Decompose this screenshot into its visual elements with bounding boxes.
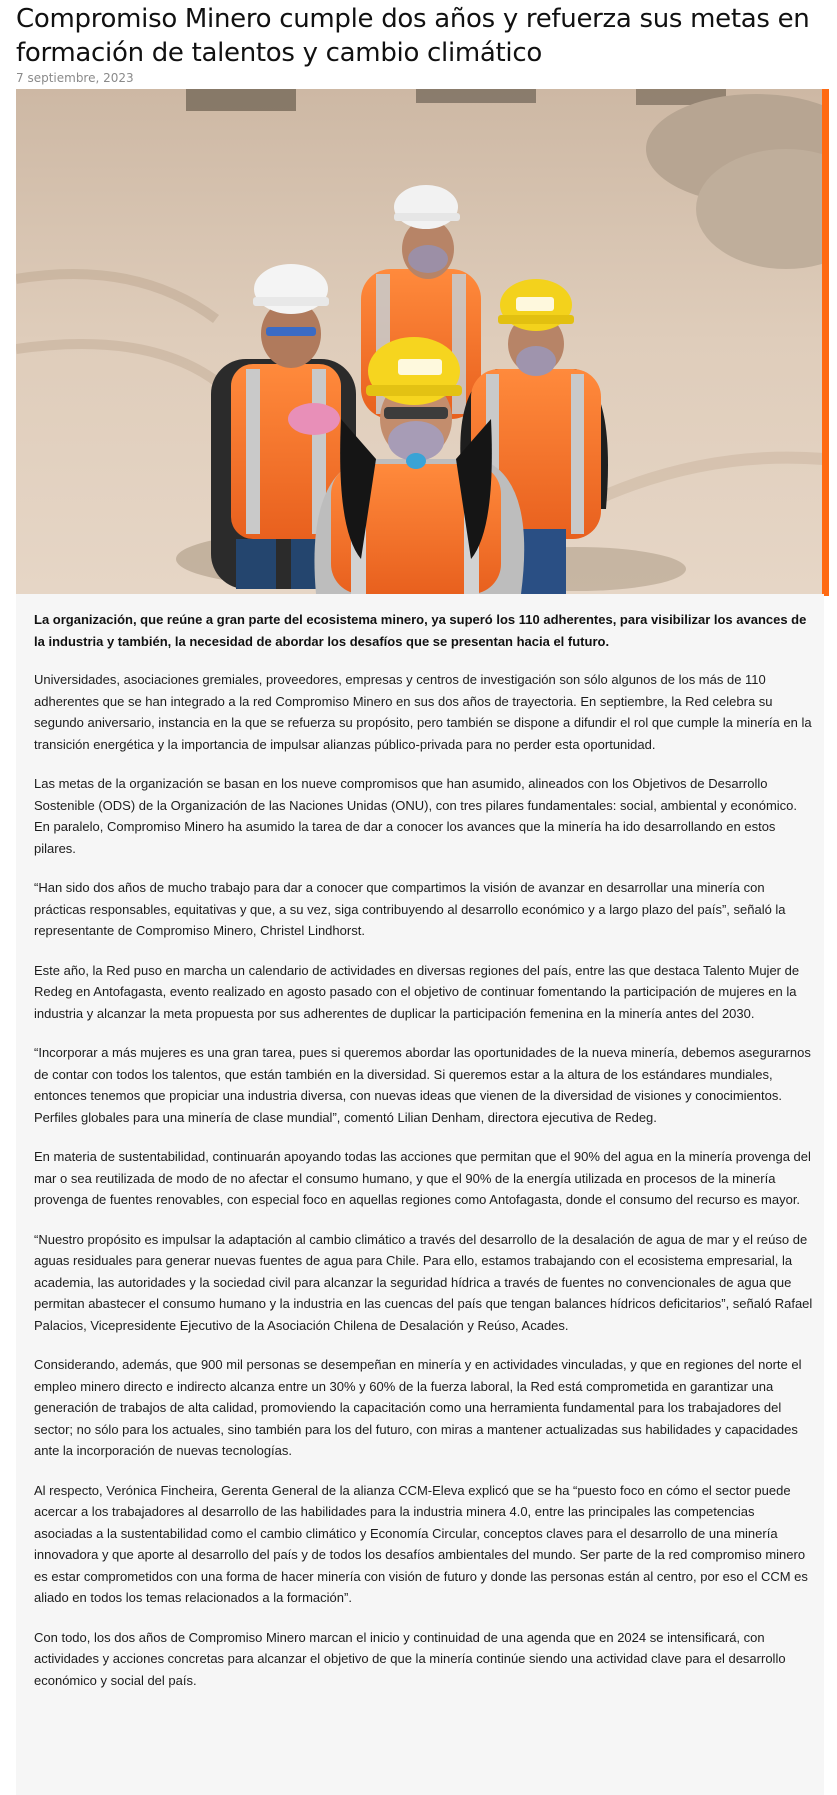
article-paragraph: Este año, la Red puso en marcha un calendario de actividades en diversas regiones del país, entre las que destaca Talento Mujer de Redeg en Antofagasta, evento realizado en agosto pasado con el objetivo de continuar fomentando la participación de mujeres en la industria y alcanzar la meta propuesta por sus adherentes de duplicar la participación femenina en la minería antes del 2030. (34, 962, 800, 1021)
article-paragraph: “Incorporar a más mujeres es una gran tarea, pues si queremos abordar las oportunidades de la nueva minería, debemos asegurarnos de contar con todos los talentos, que están también en la diversidad. Si queremos estar a la altura de los estándares mundiales, entonces tenemos que propiciar una industria diversa, con nuevas ideas que vienen de la diversidad de visiones y conocimientos. Perfiles globales para una minería de clase mundial”, comentó Lilian Denham, directora ejecutiva de Redeg. (34, 1045, 811, 1125)
article-title: Compromiso Minero cumple dos años y refuerza sus metas en formación de talentos y cambio climático (16, 4, 810, 68)
article-lead: La organización, que reúne a gran parte del ecosistema minero, ya superó los 110 adherentes, para visibilizar los avances de la industria y también, la necesidad de abordar los desafíos que se presentan hacia el futuro. (34, 612, 807, 649)
article-paragraph: En materia de sustentabilidad, continuarán apoyando todas las acciones que permitan que el 90% del agua en la minería provenga del mar o sea reutilizada de modo de no afectar el consumo humano, y que el 90% de la energía utilizada en procesos de la minería provenga de fuentes renovables, con especial foco en aquellas regiones como Antofagasta, donde el consumo del recurso es mayor. (34, 1149, 811, 1207)
article-paragraph: Al respecto, Verónica Fincheira, Gerenta General de la alianza CCM-Eleva explicó que se ha “puesto foco en cómo el sector puede acercar a los trabajadores al desarrollo de las habilidades para la industria minera 4.0, entre las principales las competencias asociadas a la sustentabilidad como el cambio climático y Economía Circular, conceptos claves para el desarrollo de una minería innovadora y que aporte al desarrollo del país y de todos los desafíos ambientales del mundo. Ser parte de la red compromiso minero es estar comprometidos con una forma de hacer minería con visión de futuro y donde las personas están al centro, por eso el CCM es aliado en todos los temas relacionados a la formación”. (34, 1482, 808, 1605)
article-paragraph: “Nuestro propósito es impulsar la adaptación al cambio climático a través del desarrollo de la desalación de agua de mar y el reúso de aguas residuales para generar nuevas fuentes de agua para Chile. Para ello, estamos trabajando con el ecosistema empresarial, la academia, las autoridades y la sociedad civil para alcanzar la seguridad hídrica a través de fuentes no convencionales de agua que permitan abastecer el consumo humano y la industria en las cuencas del país que tengan balances hídricos deficitarios”, señaló Rafael Palacios, Vicepresidente Ejecutivo de la Asociación Chilena de Desalación y Reúso, Acades. (34, 1231, 813, 1333)
article-body (34, 609, 813, 1709)
hero-photo (16, 89, 824, 594)
article-paragraph: “Han sido dos años de mucho trabajo para dar a conocer que compartimos la visión de avanzar en desarrollar una minería con prácticas responsables, equitativas y que, a su vez, siga contribuyendo al desarrollo económico y a largo plazo del país”, señaló la representante de Compromiso Minero, Christel Lindhorst. (34, 880, 786, 938)
article-paragraph: Universidades, asociaciones gremiales, proveedores, empresas y centros de investigación son sólo algunos de los más de 110 adherentes que se han integrado a la red Compromiso Minero en sus dos años de trayectoria. En septiembre, la Red celebra su segundo aniversario, instancia en la que se refuerza su propósito, pero también se dispone a difundir el rol que cumple la minería en la transición energética y la importancia de impulsar alianzas público-privada para no perder esta oportunidad. (34, 672, 812, 752)
article-paragraph: Las metas de la organización se basan en los nueve compromisos que han asumido, alineados con los Objetivos de Desarrollo Sostenible (ODS) de la Organización de las Naciones Unidas (ONU), con tres pilares fundamentales: social, ambiental y económico. En paralelo, Compromiso Minero ha asumido la tarea de dar a conocer los avances que la minería ha ido desarrollando en estos pilares. (34, 776, 798, 856)
accent-bar (822, 89, 829, 596)
publish-date: 7 septiembre, 2023 (16, 71, 134, 85)
article-paragraph: Con todo, los dos años de Compromiso Minero marcan el inicio y continuidad de una agenda que en 2024 se intensificará, con actividades y acciones concretas para alcanzar el objetivo de que la minería continúe siendo una actividad clave para el desarrollo económico y social del país. (34, 1629, 786, 1688)
article-paragraph: Considerando, además, que 900 mil personas se desempeñan en minería y en actividades vinculadas, y que en regiones del norte el empleo minero directo e indirecto alcanza entre un 30% y 60% de la fuerza laboral, la Red está comprometida en garantizar una generación de trabajos de alta calidad, promoviendo la capacitación como una herramienta fundamental para los trabajadores del sector; no sólo para los actuales, sino también para los del futuro, con miras a mantener actualizadas sus habilidades y capacidades ante la incorporación de nuevas tecnologías. (34, 1357, 802, 1458)
